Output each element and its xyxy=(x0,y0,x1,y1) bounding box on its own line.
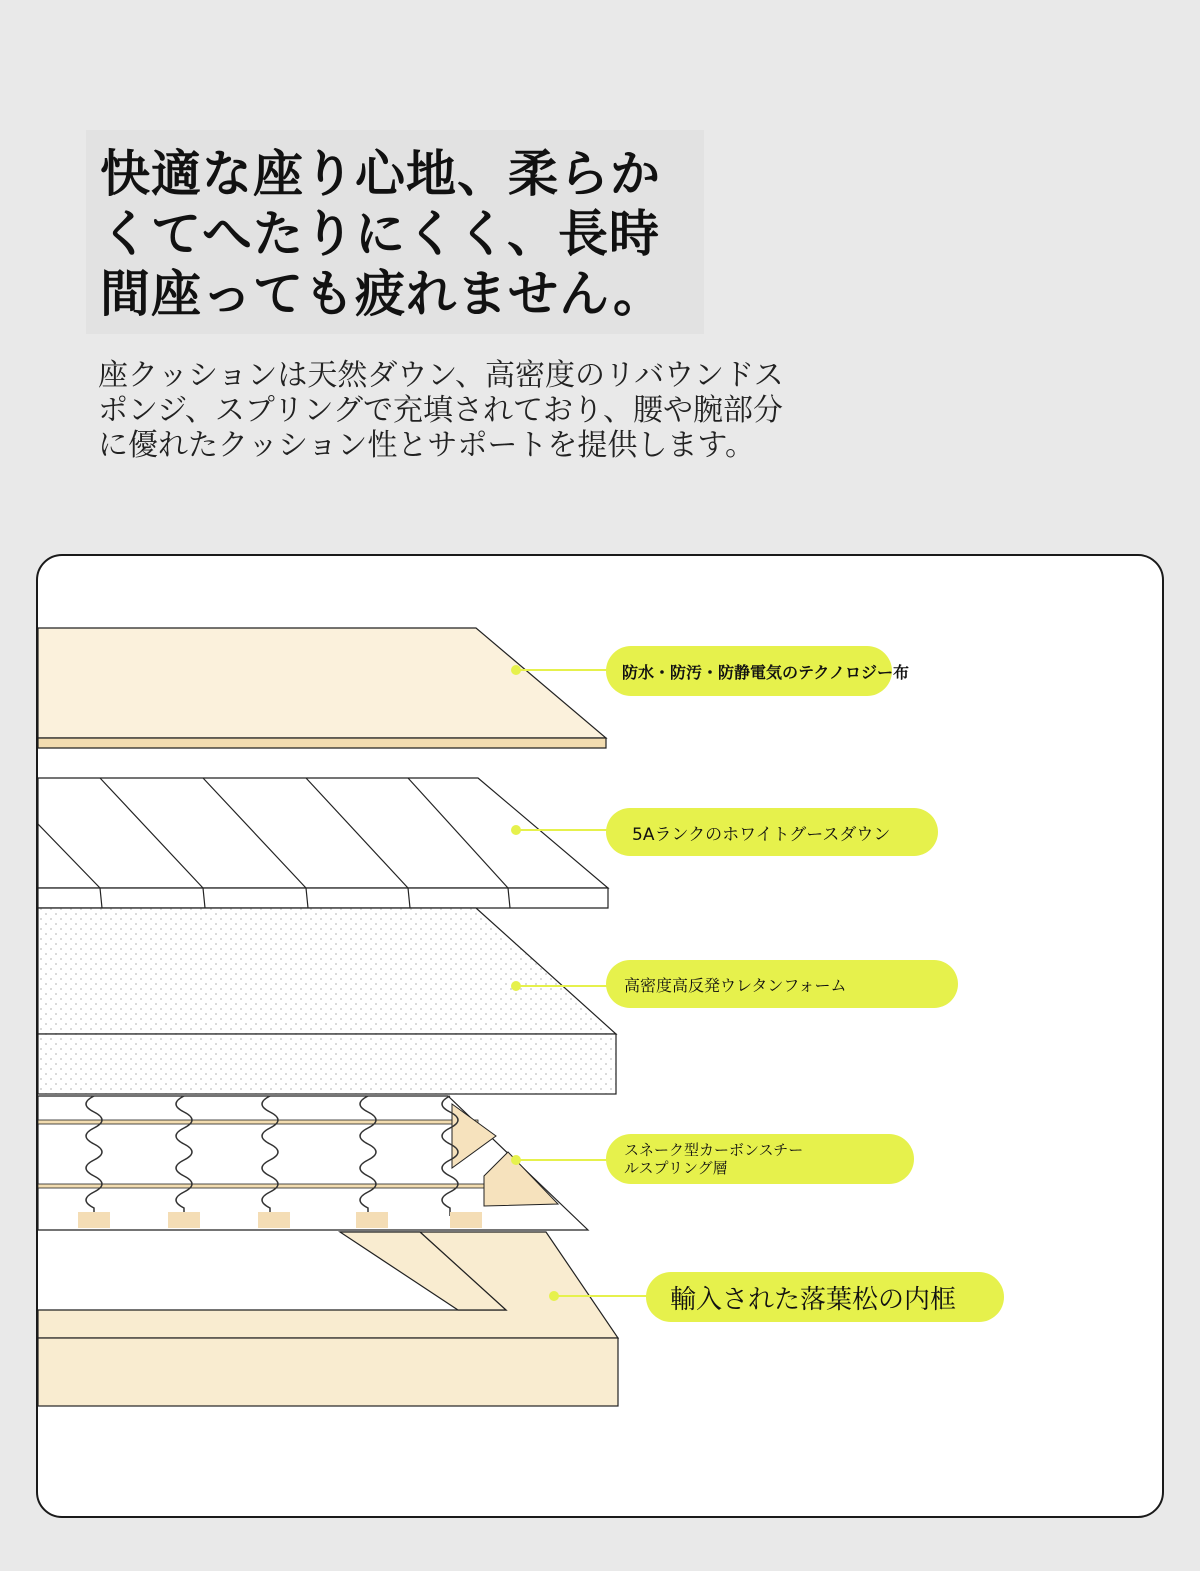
layer-label: 高密度高反発ウレタンフォーム xyxy=(624,975,847,995)
fabric-layer xyxy=(38,628,606,748)
layer-tag-down xyxy=(606,808,938,856)
description-line: 座クッションは天然ダウン、高密度のリバウンドス xyxy=(98,358,784,393)
headline-line: 快適な座り心地、柔らか xyxy=(100,145,661,203)
layer-label: 輸入された落葉松の内框 xyxy=(670,1284,957,1315)
headline-line: 間座っても疲れません。 xyxy=(100,265,664,323)
description xyxy=(98,358,878,463)
layer-tag-springs xyxy=(606,1134,914,1184)
cushion-layers-illustration xyxy=(38,556,1162,1516)
layer-label: 5Aランクのホワイトグースダウン xyxy=(632,824,891,845)
layer-label-line: スネーク型カーボンスチー xyxy=(624,1141,804,1159)
layer-tag-foam xyxy=(606,960,958,1008)
description-line: に優れたクッション性とサポートを提供します。 xyxy=(98,428,755,463)
layer-tag-fabric xyxy=(606,646,910,696)
layer-tag-frame xyxy=(646,1272,1004,1322)
headline xyxy=(86,130,704,334)
wood-frame-layer xyxy=(38,1232,618,1406)
headline-line: くてへたりにくく、長時 xyxy=(100,205,660,263)
layer-label-line: ルスプリング層 xyxy=(624,1159,728,1177)
foam-layer xyxy=(38,908,616,1094)
spring-layer xyxy=(38,1096,588,1230)
cushion-layers-panel xyxy=(36,554,1164,1518)
layer-label: 防水・防汚・防静電気のテクノロジー布 xyxy=(622,662,910,682)
description-line: ポンジ、スプリングで充填されており、腰や腕部分 xyxy=(98,393,784,428)
down-layer xyxy=(38,778,608,908)
